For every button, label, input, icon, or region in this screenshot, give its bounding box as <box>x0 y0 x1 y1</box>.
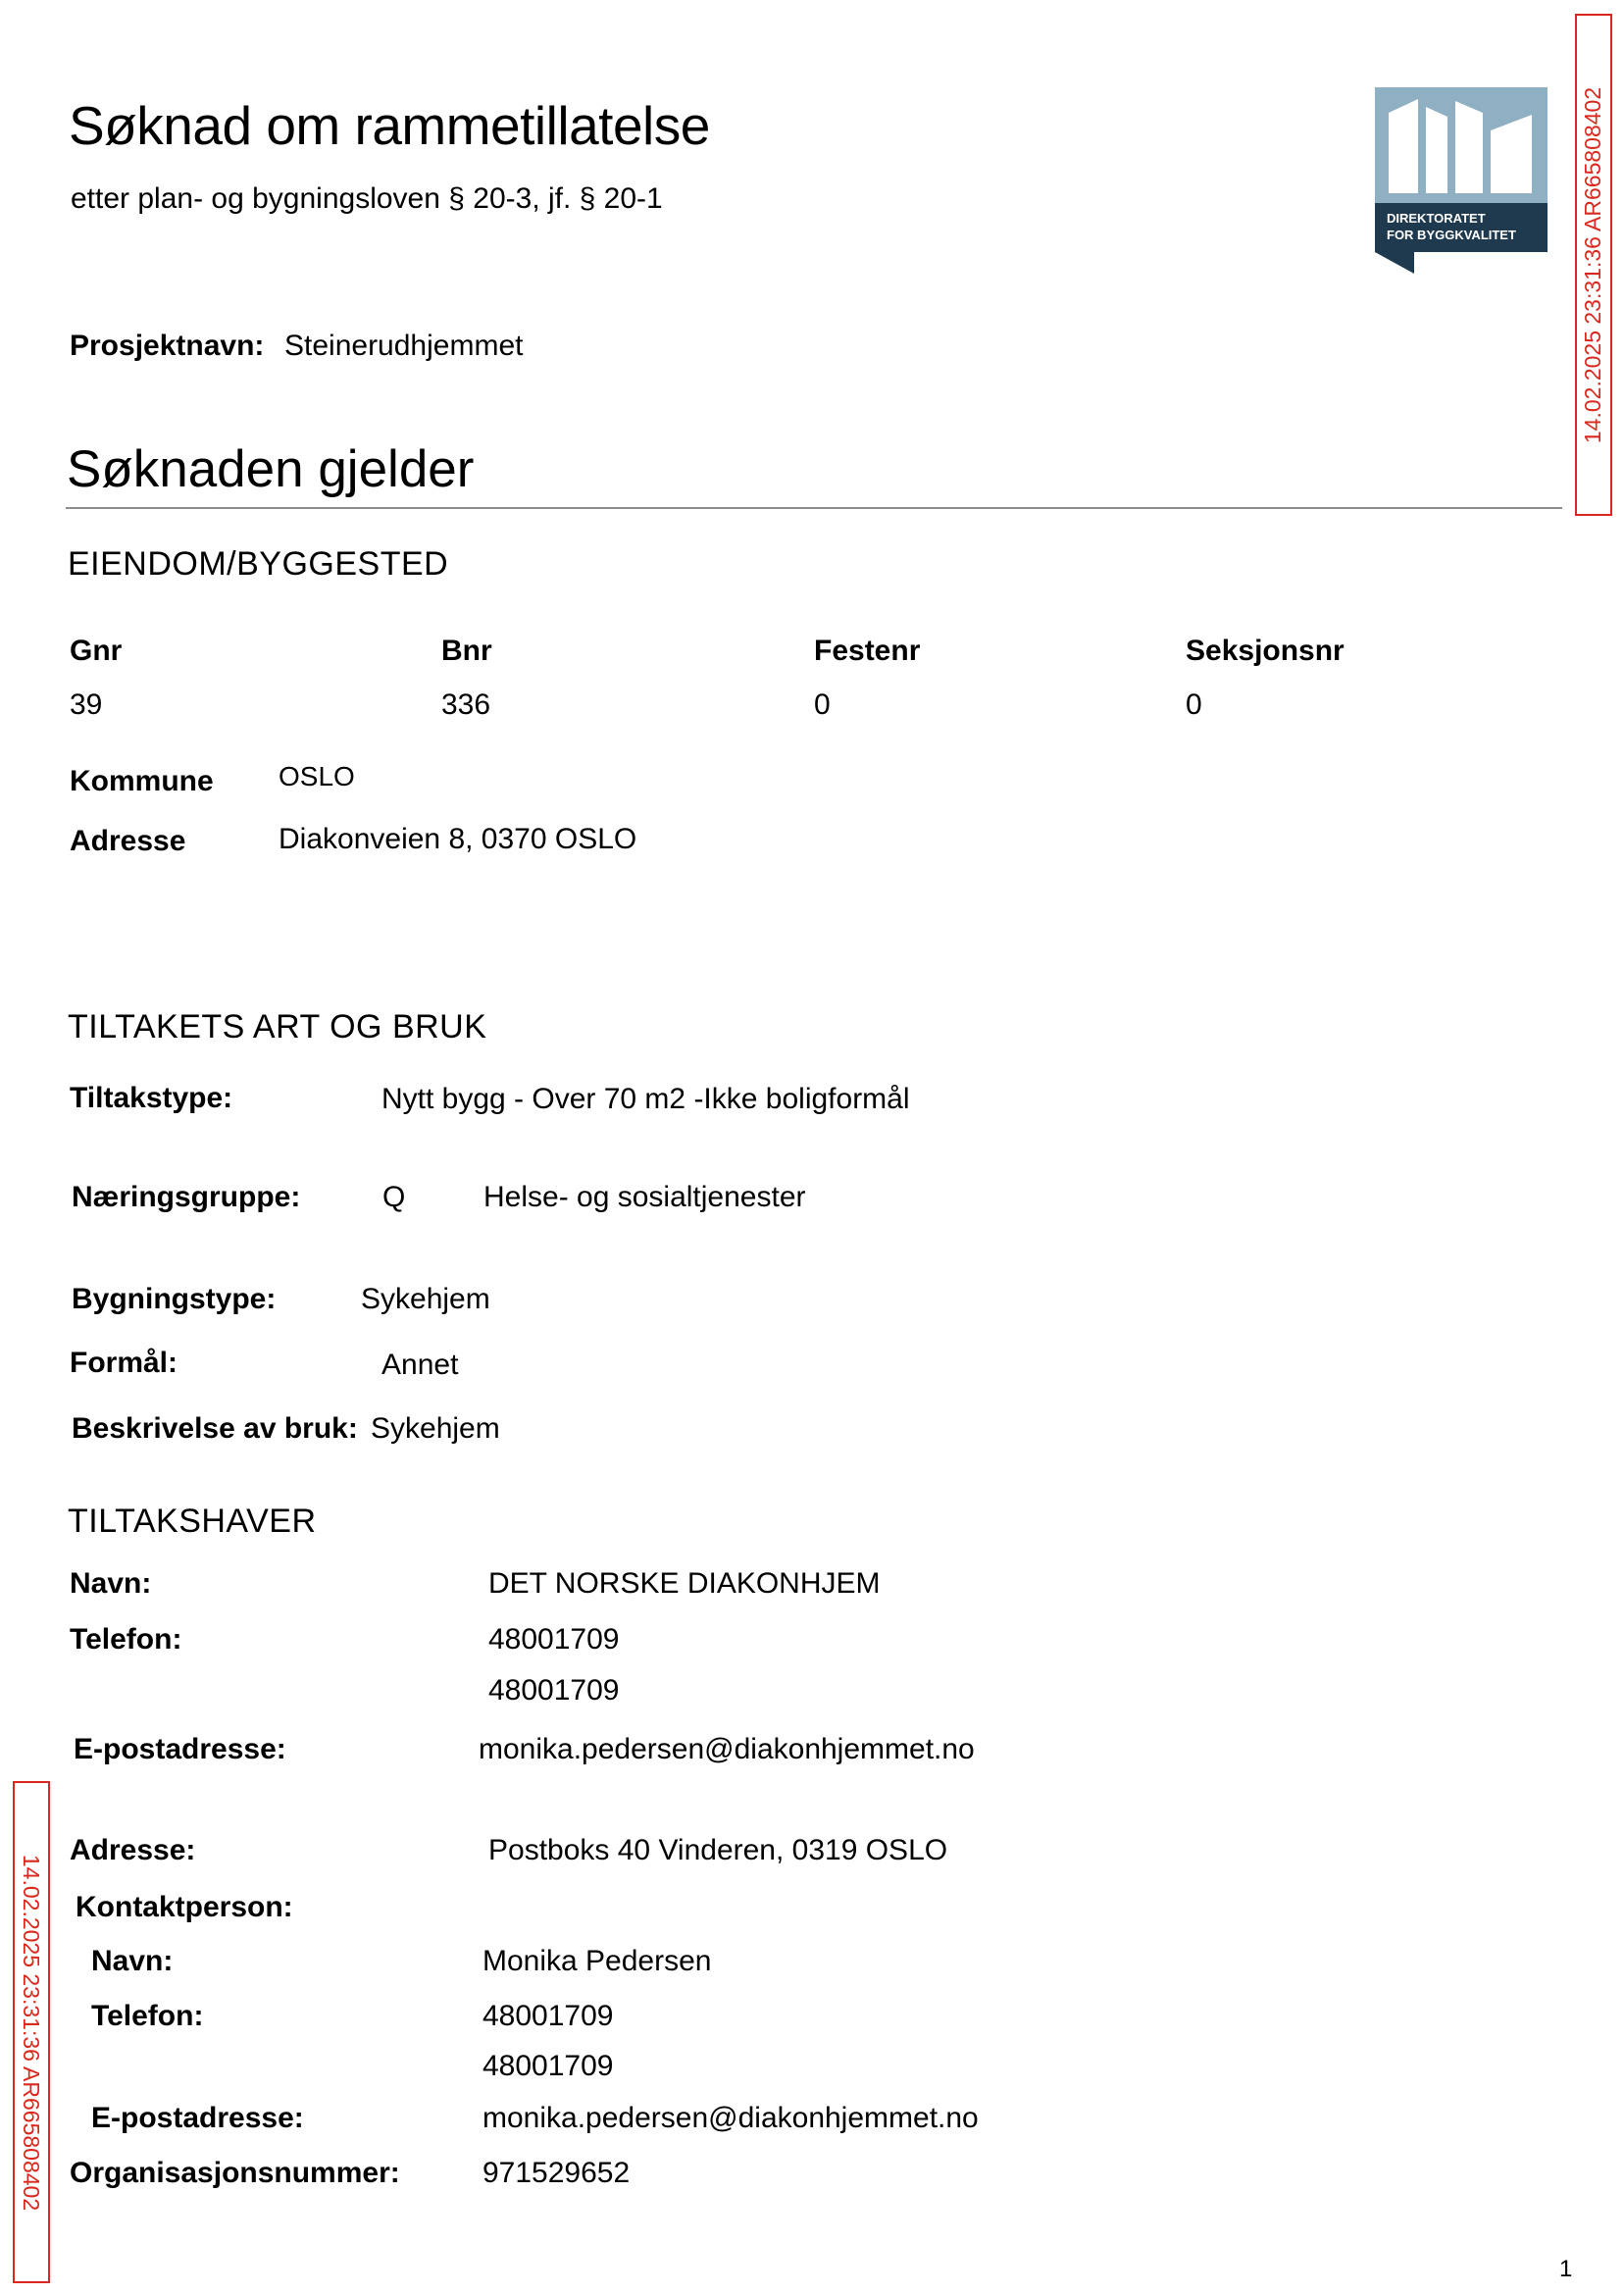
applicant-email-label: E-postadresse: <box>74 1733 286 1765</box>
timestamp-stamp-left <box>13 1781 50 2283</box>
applicant-phone-label: Telefon: <box>70 1623 182 1656</box>
gnr-value: 39 <box>70 688 103 721</box>
applicant-email-value: monika.pedersen@diakonhjemmet.no <box>479 1733 975 1765</box>
org-number-value: 971529652 <box>482 2157 631 2189</box>
purpose-value: Annet <box>381 1349 459 1381</box>
industry-code-value: Q <box>382 1181 406 1213</box>
stamp-text: 14.02.2025 23:31:36 AR665808402 <box>1580 86 1606 443</box>
purpose-label: Formål: <box>70 1347 178 1379</box>
contact-phone1-value: 48001709 <box>482 2000 614 2032</box>
page-number: 1 <box>1559 2256 1573 2282</box>
festenr-label: Festenr <box>814 635 921 667</box>
seksjonsnr-label: Seksjonsnr <box>1186 635 1345 667</box>
measure-type-label: Tiltakstype: <box>70 1082 233 1114</box>
applicant-phone1-value: 48001709 <box>488 1623 620 1656</box>
address-value: Diakonveien 8, 0370 OSLO <box>279 823 637 855</box>
industry-group-label: Næringsgruppe: <box>72 1181 301 1213</box>
building-type-label: Bygningstype: <box>72 1283 277 1315</box>
contact-phone-label: Telefon: <box>91 2000 204 2032</box>
applicant-name-value: DET NORSKE DIAKONHJEM <box>488 1567 881 1600</box>
address-label: Adresse <box>70 825 186 857</box>
use-description-value: Sykehjem <box>371 1412 500 1445</box>
applicant-address-value: Postboks 40 Vinderen, 0319 OSLO <box>488 1834 948 1866</box>
contact-person-label: Kontaktperson: <box>76 1891 293 1923</box>
applicant-name-label: Navn: <box>70 1567 152 1600</box>
dibk-logo-icon <box>1375 87 1548 274</box>
project-name-value: Steinerudhjemmet <box>284 330 524 362</box>
org-number-label: Organisasjonsnummer: <box>70 2157 400 2189</box>
contact-email-value: monika.pedersen@diakonhjemmet.no <box>482 2102 979 2134</box>
industry-name-value: Helse- og sosialtjenester <box>483 1181 806 1213</box>
festenr-value: 0 <box>814 688 831 721</box>
logo-line1: DIREKTORATET <box>1387 211 1486 226</box>
seksjonsnr-value: 0 <box>1186 688 1202 721</box>
use-description-label: Beskrivelse av bruk: <box>72 1412 358 1445</box>
bnr-label: Bnr <box>441 635 492 667</box>
measure-type-value: Nytt bygg - Over 70 m2 -Ikke boligformål <box>381 1083 910 1115</box>
building-type-value: Sykehjem <box>361 1283 490 1315</box>
municipality-label: Kommune <box>70 765 214 797</box>
contact-email-label: E-postadresse: <box>91 2102 304 2134</box>
gnr-label: Gnr <box>70 635 123 667</box>
dibk-logo <box>1375 87 1548 274</box>
contact-name-label: Navn: <box>91 1945 174 1977</box>
applicant-address-label: Adresse: <box>70 1834 196 1866</box>
page-title: Søknad om rammetillatelse <box>69 95 710 156</box>
stamp-text: 14.02.2025 23:31:36 AR665808402 <box>19 1854 45 2211</box>
property-section-heading: EIENDOM/BYGGESTED <box>68 545 449 583</box>
logo-line2: FOR BYGGKVALITET <box>1387 228 1516 242</box>
timestamp-stamp-top <box>1575 14 1612 516</box>
applicant-section-heading: TILTAKSHAVER <box>68 1503 317 1540</box>
heading-divider <box>66 507 1562 509</box>
applicant-phone2-value: 48001709 <box>488 1674 620 1707</box>
contact-phone2-value: 48001709 <box>482 2050 614 2082</box>
page-subtitle: etter plan- og bygningsloven § 20-3, jf. § 20-1 <box>71 182 663 215</box>
municipality-value: OSLO <box>279 761 355 791</box>
application-heading: Søknaden gjelder <box>67 440 475 498</box>
bnr-value: 336 <box>441 688 491 721</box>
project-name-label: Prosjektnavn: <box>70 330 265 362</box>
contact-name-value: Monika Pedersen <box>482 1945 712 1977</box>
measure-section-heading: TILTAKETS ART OG BRUK <box>68 1008 487 1045</box>
